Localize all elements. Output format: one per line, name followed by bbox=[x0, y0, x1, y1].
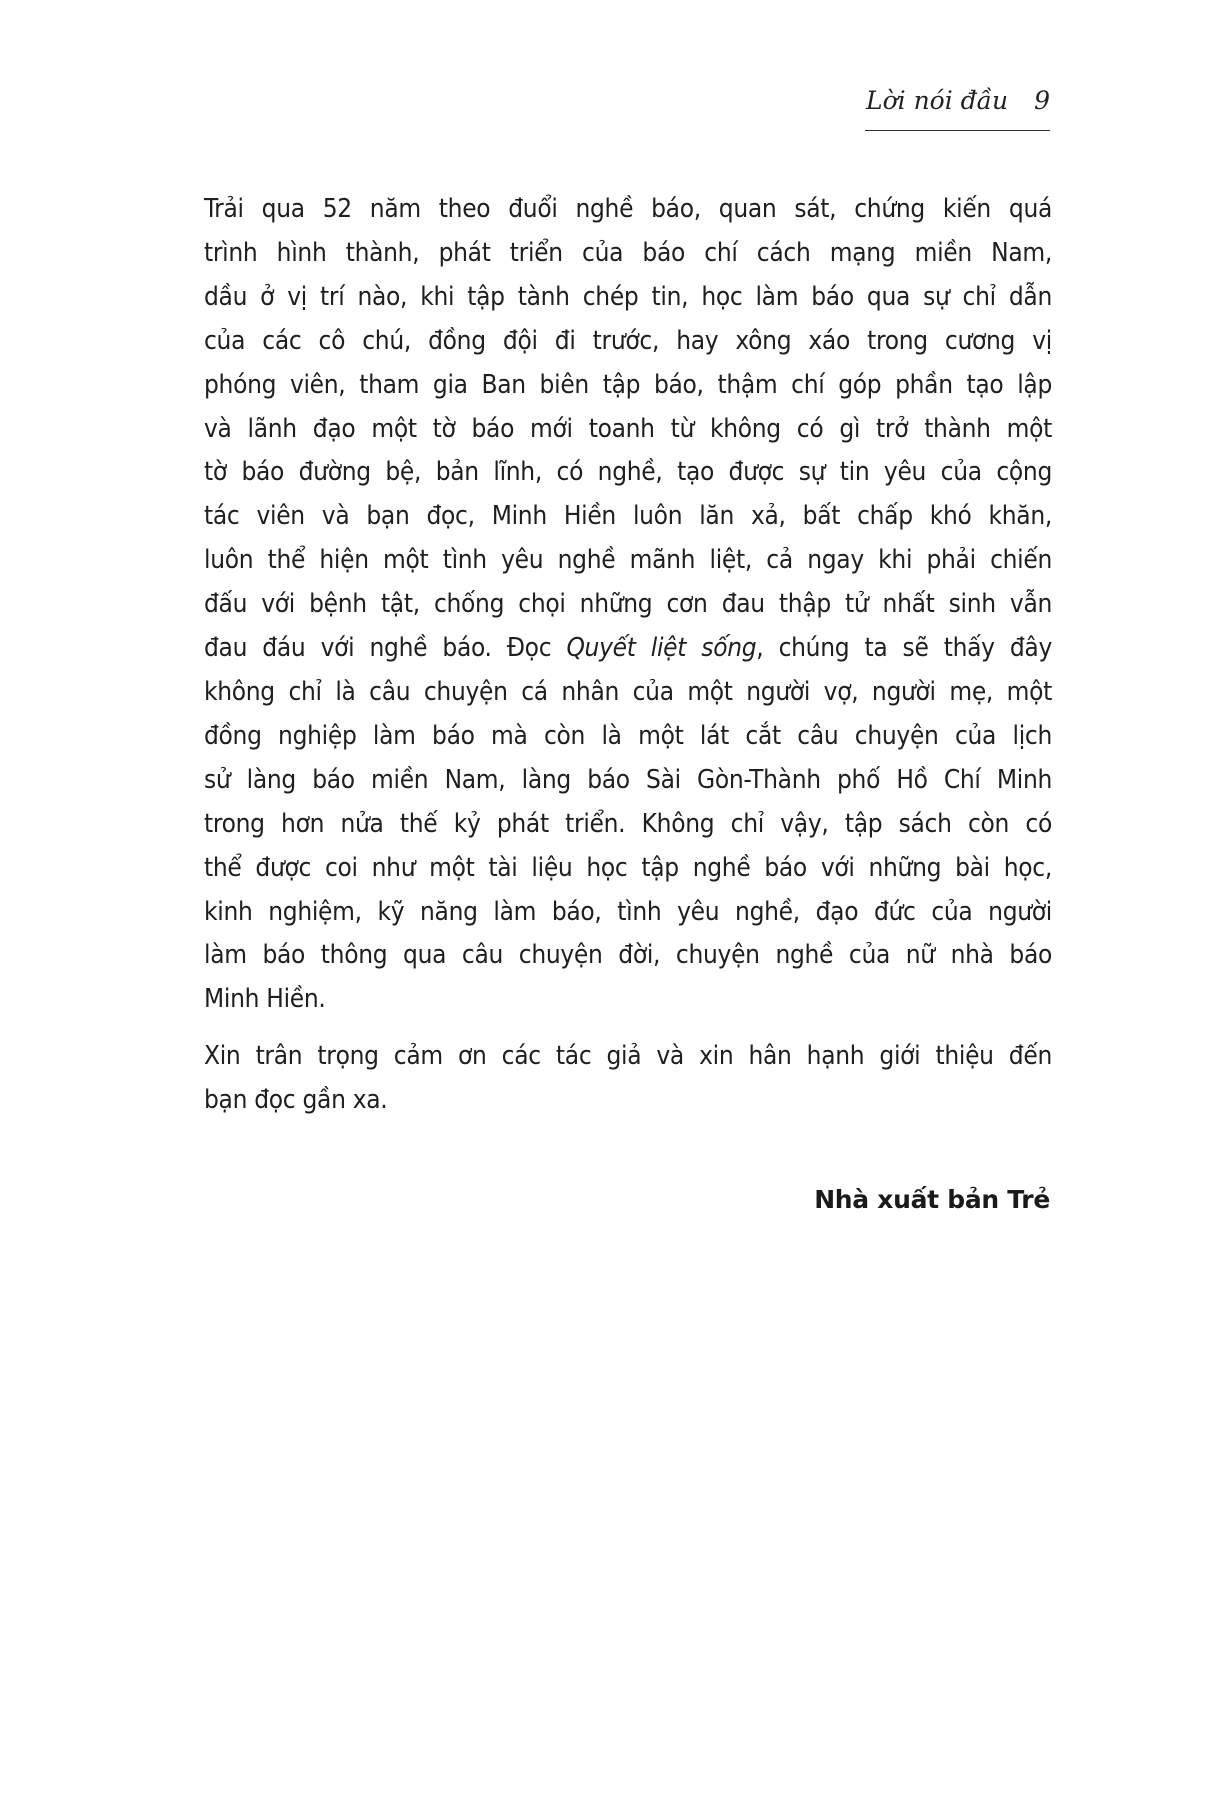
text-line: Xin trân trọng cảm ơn các tác giả và xin hân hạnh giới thiệu đến bbox=[204, 1041, 1052, 1072]
text-line: kinh nghiệm, kỹ năng làm báo, tình yêu nghề, đạo đức của người bbox=[204, 896, 1052, 927]
text-line: không chỉ là câu chuyện cá nhân của một người vợ, người mẹ, một bbox=[204, 676, 1052, 707]
paragraph-1 bbox=[204, 188, 1052, 1022]
book-title: Quyết liệt sống bbox=[566, 633, 757, 664]
running-head bbox=[850, 86, 1050, 116]
chapter-title: Lời nói đầu bbox=[865, 86, 1009, 115]
text-line-with-book-title bbox=[204, 627, 1052, 671]
text-line: bạn đọc gần xa. bbox=[204, 1085, 388, 1116]
text-line: tác viên và bạn đọc, Minh Hiền luôn lăn xả, bất chấp khó khăn, bbox=[204, 501, 1052, 532]
text-line: luôn thể hiện một tình yêu nghề mãnh liệt, cả ngay khi phải chiến bbox=[204, 545, 1052, 576]
text-line: đấu với bệnh tật, chống chọi những cơn đau thập tử nhất sinh vẫn bbox=[204, 589, 1052, 620]
text-line: phóng viên, tham gia Ban biên tập báo, thậm chí góp phần tạo lập bbox=[204, 369, 1052, 400]
text-line: tờ báo đường bệ, bản lĩnh, có nghề, tạo được sự tin yêu của cộng bbox=[204, 457, 1052, 488]
text-line: đồng nghiệp làm báo mà còn là một lát cắt câu chuyện của lịch bbox=[204, 720, 1052, 751]
text-line: Trải qua 52 năm theo đuổi nghề báo, quan sát, chứng kiến quá bbox=[204, 194, 1052, 224]
text-line: trình hình thành, phát triển của báo chí cách mạng miền Nam, bbox=[204, 237, 1052, 268]
text-segment: đau đáu với nghề báo. Đọc bbox=[204, 633, 567, 664]
body-text bbox=[204, 188, 1052, 1123]
text-line: dầu ở vị trí nào, khi tập tành chép tin, học làm báo qua sự chỉ dẫn bbox=[204, 281, 1052, 312]
text-line: trong hơn nửa thế kỷ phát triển. Không chỉ vậy, tập sách còn có bbox=[204, 808, 1052, 839]
publisher-signature: Nhà xuất bản Trẻ bbox=[814, 1185, 1050, 1214]
text-line: Minh Hiền. bbox=[204, 984, 326, 1015]
paragraph-2 bbox=[204, 1035, 1052, 1123]
header-rule-divider bbox=[865, 130, 1050, 131]
text-line: và lãnh đạo một tờ báo mới toanh từ không có gì trở thành một bbox=[204, 413, 1052, 444]
text-line: làm báo thông qua câu chuyện đời, chuyện nghề của nữ nhà báo bbox=[204, 940, 1052, 971]
text-line: thể được coi như một tài liệu học tập nghề báo với những bài học, bbox=[204, 852, 1052, 883]
text-segment: , chúng ta sẽ thấy đây bbox=[756, 633, 1052, 664]
page-number: 9 bbox=[1034, 86, 1050, 115]
text-line: sử làng báo miền Nam, làng báo Sài Gòn-Thành phố Hồ Chí Minh bbox=[204, 764, 1052, 795]
text-line: của các cô chú, đồng đội đi trước, hay xông xáo trong cương vị bbox=[204, 325, 1052, 356]
